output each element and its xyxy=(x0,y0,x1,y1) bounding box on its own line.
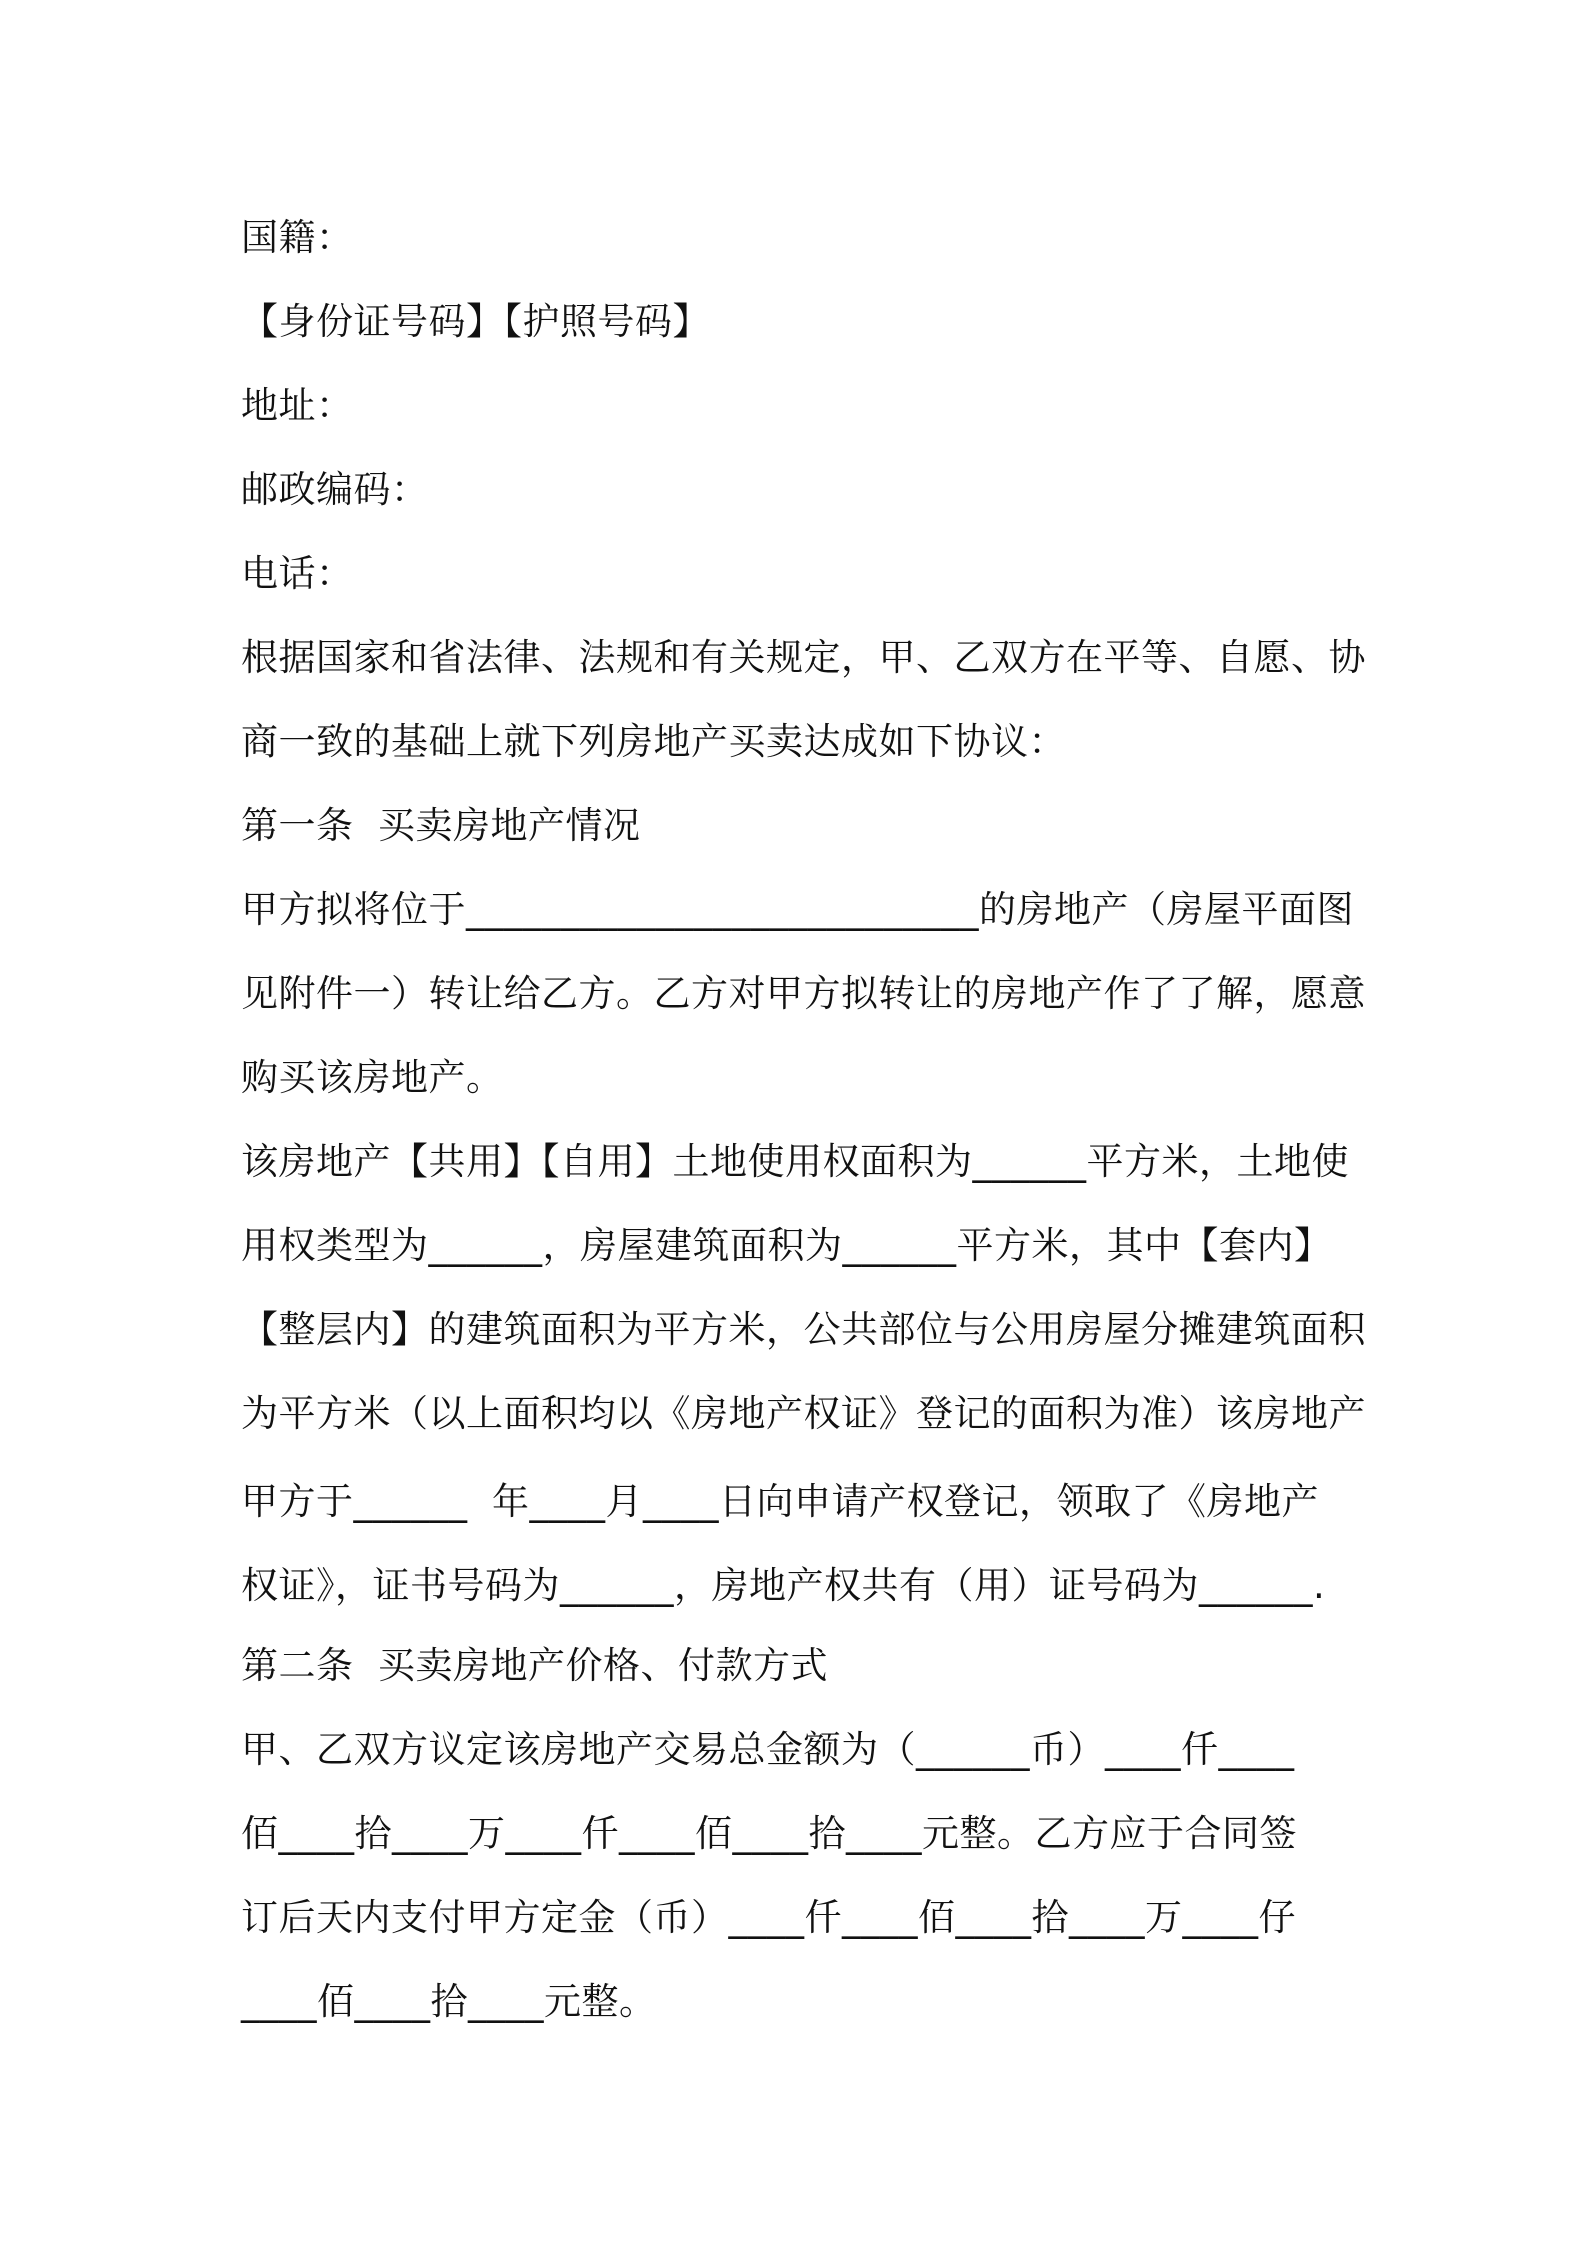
address-label: 地址： xyxy=(241,384,354,427)
area-line-2: 用权类型为______，房屋建筑面积为______平方米，其中【套内】 xyxy=(241,1224,1332,1267)
phone-label: 电话： xyxy=(241,552,354,595)
nationality-label: 国籍： xyxy=(241,216,354,259)
article-1-line-2: 见附件一）转让给乙方。乙方对甲方拟转让的房地产作了了解，愿意 xyxy=(241,972,1366,1015)
article-2-line-1: 甲、乙双方议定该房地产交易总金额为（______币）____仟____ xyxy=(241,1728,1295,1771)
document-page xyxy=(241,196,1366,2044)
article-1-heading: 第一条 买卖房地产情况 xyxy=(241,804,641,847)
article-2-line-4: ____佰____拾____元整。 xyxy=(241,1980,657,2023)
area-line-1: 该房地产【共用】【自用】土地使用权面积为______平方米，土地使 xyxy=(241,1140,1349,1183)
preamble-line-2: 商一致的基础上就下列房地产买卖达成如下协议： xyxy=(241,720,1066,763)
article-2-heading: 第二条 买卖房地产价格、付款方式 xyxy=(241,1644,829,1687)
area-line-4: 为平方米（以上面积均以《房地产权证》登记的面积为准）该房地产 xyxy=(241,1392,1366,1435)
registration-line-1: 甲方于______ 年____月____日向申请产权登记，领取了《房地产 xyxy=(241,1480,1320,1523)
article-2-line-2: 佰____拾____万____仟____佰____拾____元整。乙方应于合同签 xyxy=(241,1812,1297,1855)
id-passport-number-label: 【身份证号码】【护照号码】 xyxy=(241,300,710,343)
article-2-line-3: 订后天内支付甲方定金（币）____仟____佰____拾____万____仔 xyxy=(241,1896,1296,1939)
registration-line-2: 权证》，证书号码为______，房地产权共有（用）证号码为______. xyxy=(241,1564,1326,1607)
preamble-line-1: 根据国家和省法律、法规和有关规定，甲、乙双方在平等、自愿、协 xyxy=(241,636,1366,679)
article-1-line-1: 甲方拟将位于___________________________的房地产（房屋平面图 xyxy=(241,888,1354,931)
article-1-line-3: 购买该房地产。 xyxy=(241,1056,504,1099)
postal-code-label: 邮政编码： xyxy=(241,468,429,511)
area-line-3: 【整层内】的建筑面积为平方米，公共部位与公用房屋分摊建筑面积 xyxy=(241,1308,1366,1351)
